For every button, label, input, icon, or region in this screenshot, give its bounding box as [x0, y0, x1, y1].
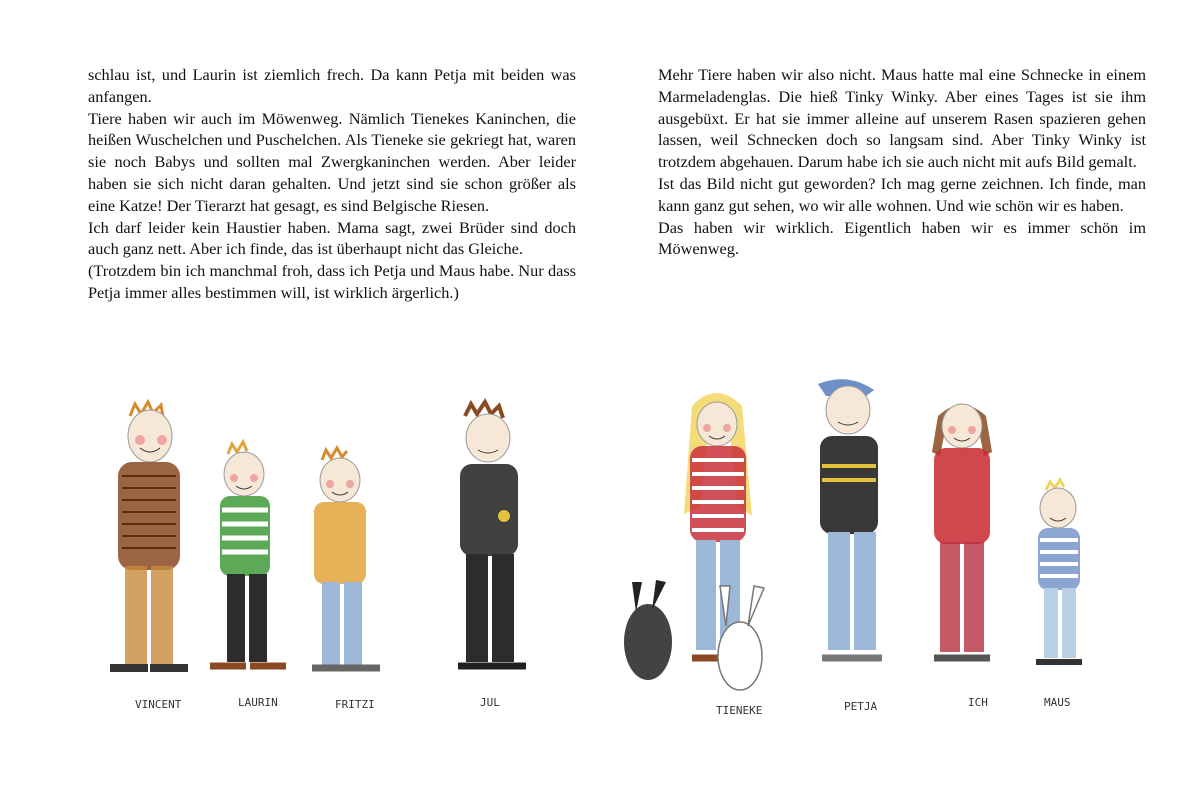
right-paragraph-2: Ist das Bild nicht gut geworden? Ich mag gerne zeichnen. Ich finde, man kann ganz gut sehen, wo wir alle wohnen. Und wie schön wir es haben. — [658, 173, 1146, 215]
figure-tieneke — [684, 393, 752, 658]
caption-ich: ICH — [968, 696, 988, 709]
left-paragraph-2: Tiere haben wir auch im Möwenweg. Nämlich Tienekes Kaninchen, die heißen Wuschelchen und Puschelchen. Als Tieneke sie gekriegt hat, waren sie noch Babys und sollten mal Zwergkaninchen werden. Aber leider haben sie sich nicht daran gehalten. Und jetzt sind sie schon größer als eine Katze! Der Tierarzt hat gesagt, es sind Belgische Riesen. — [88, 108, 576, 215]
caption-tieneke: TIENEKE — [716, 704, 763, 717]
rabbit-white — [718, 586, 764, 690]
caption-petja: PETJA — [844, 700, 878, 713]
caption-jul: JUL — [480, 696, 500, 709]
left-paragraph-4: (Trotzdem bin ich manchmal froh, dass ich Petja und Maus habe. Nur dass Petja immer alles bestimmen will, ist wirklich ärgerlich.) — [88, 261, 576, 302]
figure-ich — [932, 404, 992, 658]
right-paragraph-1: Mehr Tiere haben wir also nicht. Maus hatte mal eine Schnecke in einem Marmeladenglas. Die hieß Tinky Winky. Aber eines Tages ist sie ihm ausgebüxt. Er hat sie immer alleine auf unserem Rasen spazieren gehen lassen, weil Schnecken doch so langsam sind. Aber Tinky Winky ist trotzdem abgehauen. Darum habe ich sie auch nicht mit aufs Bild gemalt. — [658, 65, 1146, 172]
left-paragraph-1: schlau ist, und Laurin ist ziemlich frech. Da kann Petja mit beiden was anfangen. — [88, 65, 576, 106]
children-drawing-left — [0, 376, 600, 726]
right-captions — [716, 696, 1071, 717]
right-illustration — [600, 376, 1200, 726]
caption-vincent: VINCENT — [135, 698, 182, 711]
children-drawing-right — [600, 376, 1200, 726]
left-illustration — [0, 376, 600, 726]
figure-petja — [818, 379, 882, 658]
caption-maus: MAUS — [1044, 696, 1071, 709]
right-page — [600, 0, 1200, 798]
figure-maus — [1036, 480, 1082, 662]
figure-laurin — [210, 442, 286, 666]
figure-vincent — [110, 402, 188, 668]
right-paragraph-3: Das haben wir wirklich. Eigentlich haben wir es immer schön im Möwenweg. — [658, 217, 1146, 259]
caption-fritzi: FRITZI — [335, 698, 375, 711]
caption-laurin: LAURIN — [238, 696, 278, 709]
rabbit-black — [624, 580, 672, 680]
left-text-column — [88, 64, 576, 304]
right-text-column — [658, 64, 1146, 260]
left-captions — [135, 696, 500, 711]
figure-jul — [458, 402, 526, 666]
left-paragraph-3: Ich darf leider kein Haustier haben. Mama sagt, zwei Brüder sind doch auch ganz nett. Aber ich finde, das ist überhaupt nicht das Gleiche. — [88, 217, 576, 259]
figure-fritzi — [312, 448, 380, 668]
